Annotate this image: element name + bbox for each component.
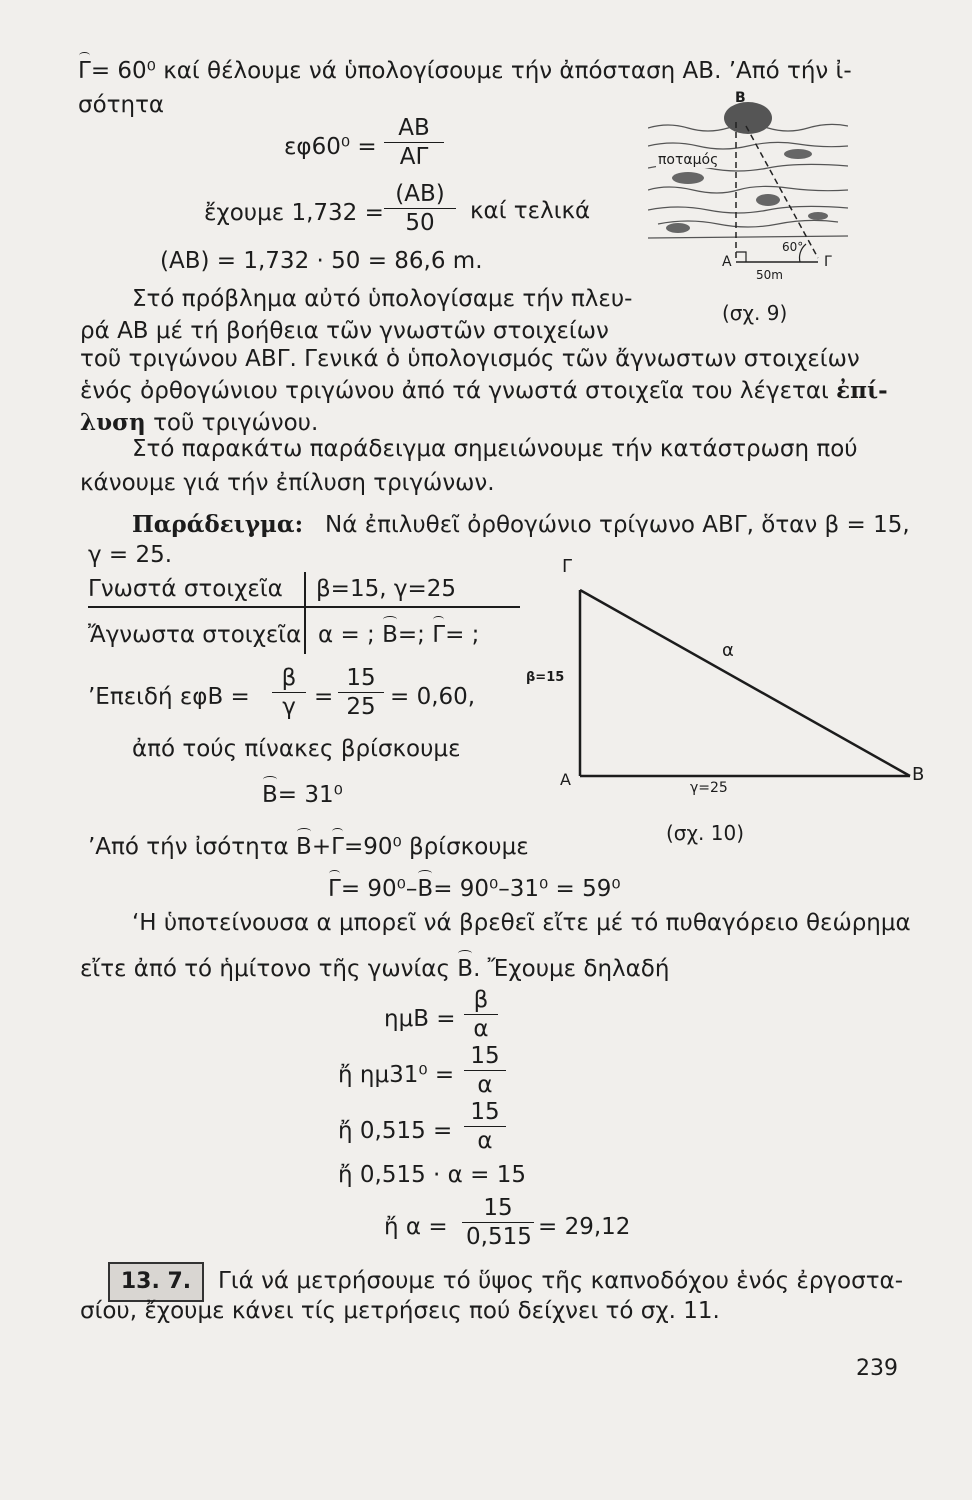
figure-9-river	[648, 86, 848, 282]
fig9-label-A: Α	[722, 254, 732, 270]
fig10-label-G: Γ	[562, 556, 573, 577]
step4: ἤ 0,515 · α = 15	[338, 1162, 526, 1188]
since-fraction-2: $\frac{15}{25}$	[338, 664, 384, 721]
fig9-caption: (σχ. 9)	[722, 301, 788, 325]
side-alpha	[580, 590, 910, 776]
para2-line-2: κάνουμε γιά τήν ἐπίλυση τριγώνων.	[80, 470, 495, 496]
hyp-line-2: εἴτε ἀπό τό ἡμίτονο τῆς γωνίας Β. Ἔχουμε δηλαδή	[80, 956, 670, 982]
known-values: β=15, γ=25	[316, 576, 456, 602]
para1-line-2: ρά ΑΒ μέ τή βοήθεια τῶν γνωστῶν στοιχείων	[80, 318, 609, 344]
step1-lhs: ημΒ =	[384, 1006, 456, 1032]
step1-fraction: $\frac{\beta}{\alpha}$	[464, 986, 498, 1043]
section-number-box: 13. 7.	[108, 1262, 204, 1302]
example-line-2: γ = 25.	[88, 542, 173, 568]
step2-fraction: $\frac{15}{\alpha}$	[464, 1042, 506, 1099]
fig9-label-river: ποταμός	[658, 152, 719, 168]
eq1-fraction: $\frac{AB}{A\Gamma}$	[384, 114, 444, 171]
fig9-label-angle: 60°	[782, 240, 804, 254]
eq1-lhs: εφ60⁰ =	[284, 134, 377, 160]
step5-lhs: ἤ α =	[384, 1214, 448, 1240]
step2-lhs: ἤ ημ31⁰ =	[338, 1062, 455, 1088]
step3-fraction: $\frac{15}{\alpha}$	[464, 1098, 506, 1155]
known-label: Γνωστά στοιχεῖα	[88, 576, 283, 602]
eq2-rhs: καί τελικά	[470, 198, 591, 224]
section-line-1: Γιά νά μετρήσουμε τό ὕψος τῆς καπνοδόχου ἑνός ἐργοστα-	[218, 1268, 904, 1294]
step3-lhs: ἤ 0,515 =	[338, 1118, 453, 1144]
fig9-label-distance: 50m	[756, 268, 783, 282]
eq3: (ΑΒ) = 1,732 · 50 = 86,6 m.	[160, 248, 483, 274]
unknown-label: Ἄγνωστα στοιχεῖα	[88, 622, 302, 648]
para1-line-1: Στό πρόβλημα αὐτό ὑπολογίσαμε τήν πλευ-	[132, 286, 633, 312]
unknown-values: α = ; Β=; Γ= ;	[318, 622, 480, 648]
from-equality: ’Από τήν ἰσότητα Β+Γ=90⁰ βρίσκουμε	[88, 834, 529, 860]
step5-rhs: = 29,12	[538, 1214, 631, 1240]
B-value: Β= 31⁰	[262, 782, 343, 808]
table-vertical-rule	[304, 572, 306, 654]
step5-fraction: $\frac{15}{0,515}$	[462, 1194, 534, 1251]
eq2-lhs: ἔχουμε 1,732 =	[204, 200, 384, 226]
since-rhs: = 0,60,	[390, 684, 476, 710]
example-label: Παράδειγμα:	[132, 511, 304, 538]
eq2-fraction: $\frac{(AB)}{50}$	[384, 180, 456, 237]
fig10-label-B: Β	[912, 764, 925, 785]
page-number: 239	[856, 1356, 898, 1381]
fig10-label-beta: β=15	[526, 670, 565, 685]
fig9-label-G: Γ	[824, 254, 832, 270]
intro-line-1: Γ= 60⁰ καί θέλουμε νά ὑπολογίσουμε τήν ἀπόσταση ΑΒ. ’Από τήν ἰ-	[78, 58, 852, 84]
para2-line-1: Στό παρακάτω παράδειγμα σημειώνουμε τήν κατάστρωση πού	[132, 436, 858, 462]
fig10-label-A: Α	[560, 770, 571, 789]
para1-line-4: ἑνός ὀρθογώνιου τριγώνου ἀπό τά γνωστά στοιχεῖα του λέγεται ἐπί-	[80, 377, 888, 404]
since-fraction-1: $\frac{\beta}{\gamma}$	[272, 664, 306, 721]
fig10-caption: (σχ. 10)	[666, 821, 744, 845]
fig10-label-a: α	[722, 640, 734, 661]
para1-line-5: λυση τοῦ τριγώνου.	[80, 409, 319, 436]
para1-line-3: τοῦ τριγώνου ΑΒΓ. Γενικά ὁ ὑπολογισμός τῶν ἄγνωστων στοιχείων	[80, 346, 860, 372]
fig10-label-gamma: γ=25	[690, 780, 728, 796]
since-eq: =	[314, 684, 334, 710]
gamma-hat: Γ	[78, 58, 91, 84]
from-tables: ἀπό τούς πίνακες βρίσκουμε	[132, 736, 461, 762]
hyp-line-1: ‘Η ὑποτείνουσα α μπορεῖ νά βρεθεῖ εἴτε μέ τό πυθαγόρειο θεώρημα	[132, 910, 911, 936]
example-line-1: Παράδειγμα: Νά ἐπιλυθεῖ ὀρθογώνιο τρίγωνο ΑΒΓ, ὅταν β = 15,	[132, 511, 910, 538]
right-angle-mark	[736, 252, 746, 262]
G-value: Γ= 90⁰–Β= 90⁰–31⁰ = 59⁰	[328, 876, 621, 902]
since-lhs: ’Επειδή εφΒ =	[88, 684, 250, 710]
section-line-2: σίου, ἔχουμε κάνει τίς μετρήσεις πού δείχνει τό σχ. 11.	[80, 1298, 720, 1324]
fig9-label-B: Β	[735, 90, 746, 106]
figure-10-triangle	[570, 572, 920, 792]
intro-line-2: σότητα	[78, 92, 165, 118]
